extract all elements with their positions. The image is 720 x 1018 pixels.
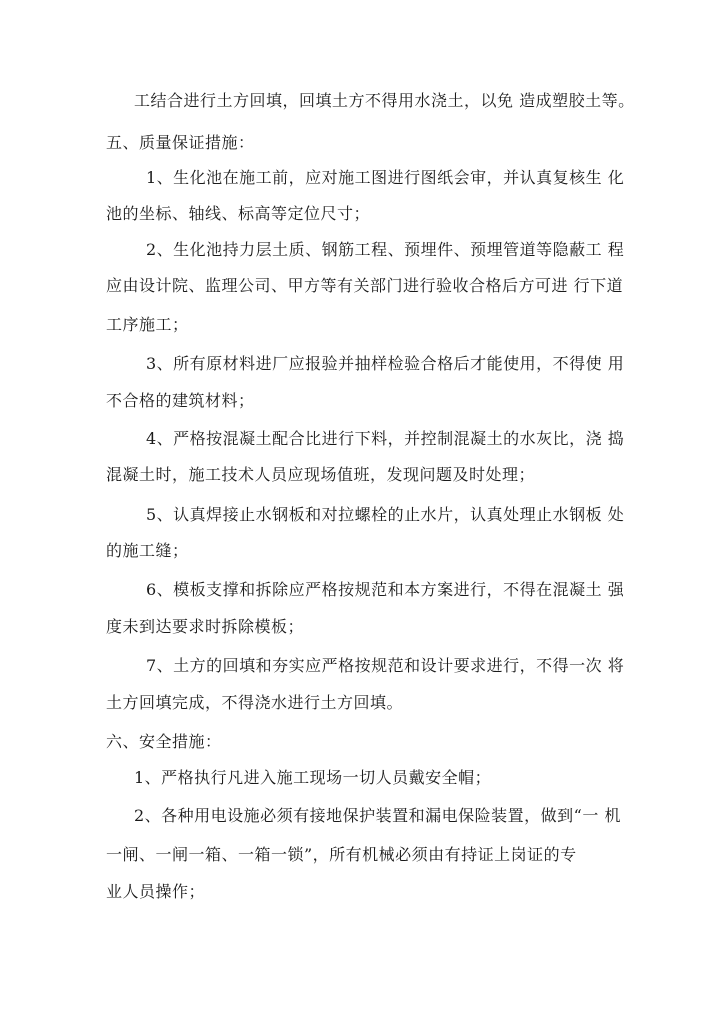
paragraph-continuation-line: 工结合进行土方回填，回填土方不得用水浇土，以免 造成塑胶土等。 bbox=[134, 91, 635, 110]
safety-item-2-line-2: 一闸、一闸一箱、一箱一锁”，所有机械必须由有持证上岗证的专 bbox=[106, 845, 577, 864]
quality-item-4-line-1: 4、严格按混凝土配合比进行下料，并控制混凝土的水灰比，浇 捣 bbox=[146, 429, 625, 448]
safety-item-1: 1、严格执行凡进入施工现场一切人员戴安全帽； bbox=[134, 768, 492, 787]
quality-item-2-line-3: 工序施工； bbox=[106, 315, 189, 334]
section-heading-safety: 六、安全措施： bbox=[106, 732, 222, 751]
quality-item-6-line-1: 6、模板支撑和拆除应严格按规范和本方案进行，不得在混凝土 强 bbox=[146, 580, 625, 599]
quality-item-1-line-1: 1、生化池在施工前，应对施工图进行图纸会审，并认真复核生 化 bbox=[146, 168, 625, 187]
quality-item-2-line-1: 2、生化池持力层土质、钢筋工程、预埋件、预埋管道等隐蔽工 程 bbox=[146, 240, 625, 259]
safety-item-2-line-1: 2、各种用电设施必须有接地保护装置和漏电保险装置，做到“一 机 bbox=[134, 806, 621, 825]
section-heading-quality: 五、质量保证措施： bbox=[106, 133, 255, 152]
quality-item-7-line-1: 7、土方的回填和夯实应严格按规范和设计要求进行，不得一次 将 bbox=[146, 656, 625, 675]
quality-item-3-line-1: 3、所有原材料进厂应报验并抽样检验合格后才能使用，不得使 用 bbox=[146, 354, 625, 373]
quality-item-3-line-2: 不合格的建筑材料； bbox=[106, 391, 255, 410]
quality-item-4-line-2: 混凝土时，施工技术人员应现场值班，发现问题及时处理； bbox=[106, 465, 536, 484]
quality-item-5-line-2: 的施工缝； bbox=[106, 541, 189, 560]
quality-item-5-line-1: 5、认真焊接止水钢板和对拉螺栓的止水片，认真处理止水钢板 处 bbox=[146, 505, 625, 524]
quality-item-7-line-2: 土方回填完成，不得浇水进行土方回填。 bbox=[106, 693, 404, 712]
safety-item-2-line-3: 业人员操作； bbox=[106, 882, 206, 901]
quality-item-6-line-2: 度未到达要求时拆除模板； bbox=[106, 617, 305, 636]
quality-item-1-line-2: 池的坐标、轴线、标高等定位尺寸； bbox=[106, 204, 371, 223]
quality-item-2-line-2: 应由设计院、监理公司、甲方等有关部门进行验收合格后方可进 行下道 bbox=[106, 276, 624, 295]
